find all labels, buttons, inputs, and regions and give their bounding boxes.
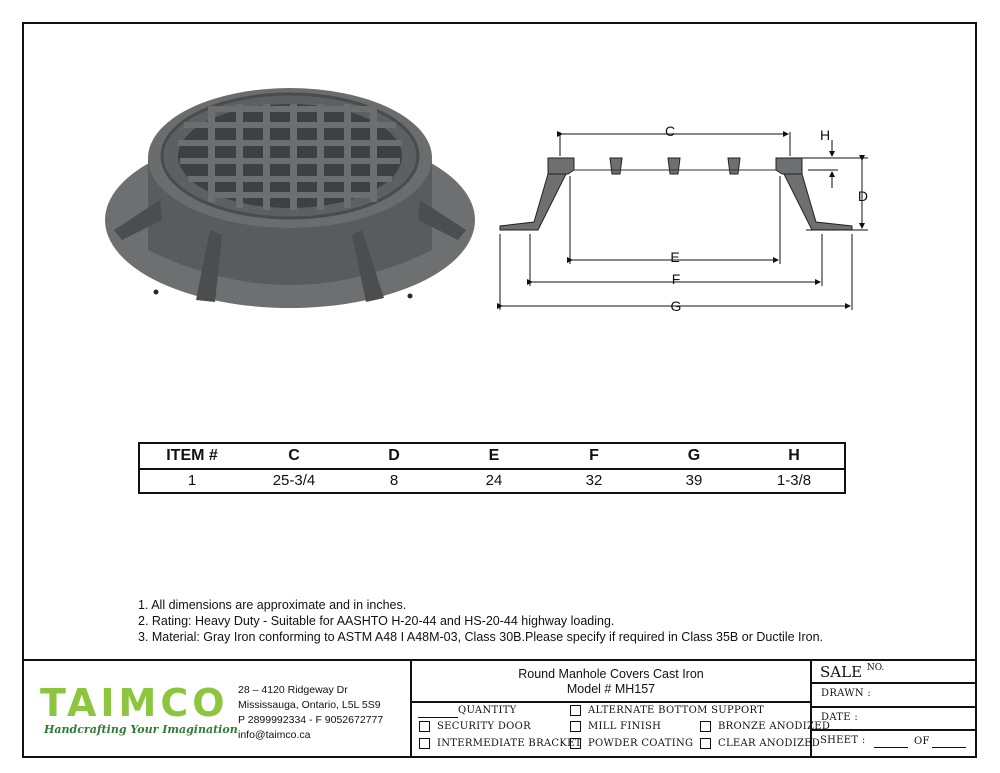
title-line: Round Manhole Covers Cast Iron xyxy=(518,667,704,681)
sheet-of-label: OF xyxy=(914,736,930,747)
notes xyxy=(138,597,823,645)
mill-finish-checkbox[interactable] xyxy=(570,721,661,732)
powder-coating-checkbox[interactable] xyxy=(570,738,693,749)
checkbox-icon xyxy=(570,738,581,749)
sheet-label: SHEET : xyxy=(820,735,866,746)
sale-text: SALE xyxy=(820,663,863,681)
address-line: P 2899992334 - F 9052672777 xyxy=(238,714,384,726)
security-door-checkbox[interactable] xyxy=(419,721,531,732)
dim-label-d: D xyxy=(857,188,868,204)
table-cell: 1-3/8 xyxy=(776,472,812,489)
sale-no: NO. xyxy=(866,663,885,673)
option-label: MILL FINISH xyxy=(588,721,662,732)
quantity-field[interactable] xyxy=(458,705,517,716)
option-label: BRONZE ANODIZED xyxy=(718,721,831,732)
table-header xyxy=(140,444,844,470)
table-cell: 8 xyxy=(389,472,399,489)
manhole-cover-illustration xyxy=(100,80,480,320)
checkbox-icon xyxy=(419,738,430,749)
alternate-bottom-support-checkbox[interactable] xyxy=(570,705,764,716)
table-header-cell: E xyxy=(488,447,500,464)
title-line: Model # MH157 xyxy=(566,682,656,696)
option-label: CLEAR ANODIZED xyxy=(718,738,821,749)
address-line: Mississauga, Ontario, L5L 5S9 xyxy=(238,699,381,711)
table-header-cell: ITEM # xyxy=(166,447,218,464)
address-line: info@taimco.ca xyxy=(238,729,311,741)
option-label: INTERMEDIATE BRACKET xyxy=(437,738,582,749)
checkbox-icon xyxy=(700,738,711,749)
note-item: 1. All dimensions are approximate and in inches. xyxy=(138,598,407,612)
dim-label-e: E xyxy=(670,249,680,265)
dim-label-f: F xyxy=(671,271,681,287)
dimension-table xyxy=(138,442,846,494)
dim-label-g: G xyxy=(670,298,682,314)
drawing-title xyxy=(412,667,810,697)
table-cell: 25-3/4 xyxy=(272,472,316,489)
option-label: SECURITY DOOR xyxy=(437,721,532,732)
table-header-cell: C xyxy=(288,447,300,464)
date-field: DATE : xyxy=(821,712,859,723)
note-item: 2. Rating: Heavy Duty - Suitable for AASHTO H-20-44 and HS-20-44 highway loading. xyxy=(138,614,615,628)
table-cell: 24 xyxy=(485,472,503,489)
table-row xyxy=(140,469,844,493)
table-header-cell: H xyxy=(788,447,800,464)
section-drawing xyxy=(490,118,890,318)
bronze-anodized-checkbox[interactable] xyxy=(700,721,830,732)
checkbox-icon xyxy=(419,721,430,732)
intermediate-bracket-checkbox[interactable] xyxy=(419,738,582,749)
drawn-field: DRAWN : xyxy=(821,688,872,699)
table-header-cell: F xyxy=(589,447,599,464)
note-item: 3. Material: Gray Iron conforming to ASTM A48 I A48M-03, Class 30B.Please specify if required in Class 35B or Ductile Iron. xyxy=(138,630,824,644)
table-header-cell: D xyxy=(388,447,400,464)
checkbox-icon xyxy=(570,705,581,716)
clear-anodized-checkbox[interactable] xyxy=(700,738,820,749)
dim-label-c: C xyxy=(664,123,676,139)
table-header-cell: G xyxy=(687,447,701,464)
logo-tagline: Handcrafting Your Imagination xyxy=(44,723,238,736)
sale-label xyxy=(820,663,884,681)
option-label: ALTERNATE BOTTOM SUPPORT xyxy=(588,705,765,716)
company-address xyxy=(238,683,383,743)
table-cell: 39 xyxy=(685,472,703,489)
dim-label-h: H xyxy=(820,127,831,143)
checkbox-icon xyxy=(570,721,581,732)
title-block xyxy=(22,659,977,758)
checkbox-icon xyxy=(700,721,711,732)
taimco-logo: TAIMCO xyxy=(40,681,229,725)
address-line: 28 – 4120 Ridgeway Dr xyxy=(238,684,348,696)
quantity-label: QUANTITY xyxy=(458,705,517,716)
option-label: POWDER COATING xyxy=(588,738,694,749)
table-cell: 1 xyxy=(187,472,197,489)
table-cell: 32 xyxy=(585,472,603,489)
